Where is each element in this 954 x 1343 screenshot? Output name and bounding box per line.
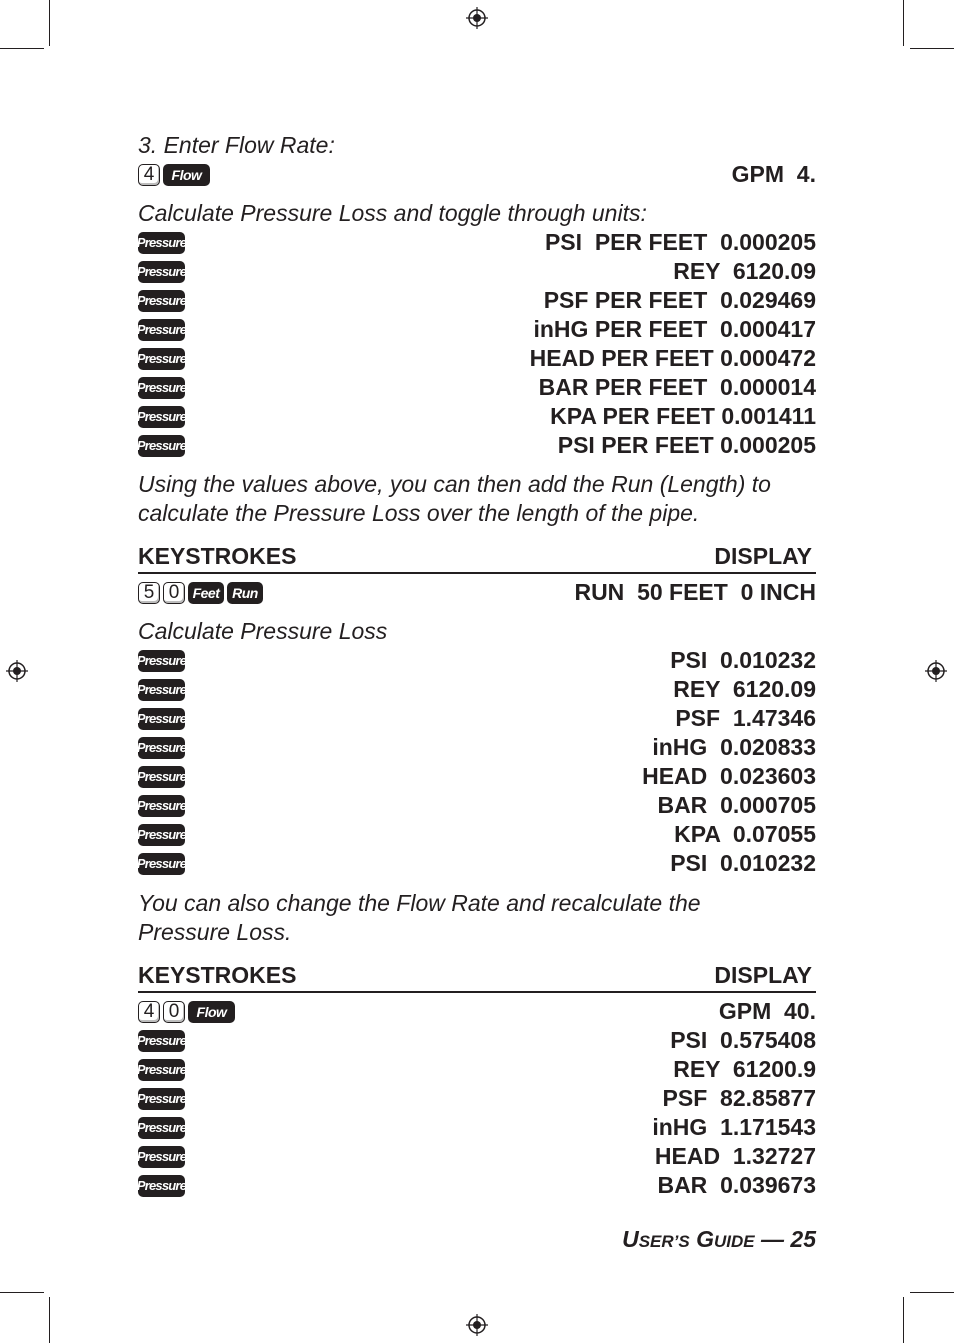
- display-value: PSI 0.575408: [670, 1027, 816, 1053]
- pressure-row: [138, 733, 816, 762]
- pressure-key[interactable]: Pressure: [138, 737, 185, 759]
- calc3-rows: [138, 1026, 816, 1200]
- crop-mark: [49, 1297, 50, 1343]
- pressure-row: [138, 1084, 816, 1113]
- display-value: BAR PER FEET 0.000014: [538, 374, 816, 400]
- pressure-row: [138, 373, 816, 402]
- display-value: GPM 4.: [731, 161, 816, 187]
- display-value: HEAD 1.32727: [654, 1143, 816, 1169]
- display-value: PSI 0.010232: [670, 647, 816, 673]
- registration-mark-icon: [466, 7, 488, 29]
- pressure-key[interactable]: Pressure: [138, 1059, 185, 1081]
- key-0[interactable]: 0: [163, 582, 185, 604]
- key-4[interactable]: 4: [138, 164, 160, 186]
- display-value: KPA PER FEET 0.001411: [550, 403, 816, 429]
- footer-page: — 25: [754, 1226, 816, 1252]
- display-value: GPM 40.: [718, 998, 816, 1024]
- display-value: inHG 0.020833: [652, 734, 816, 760]
- footer-ser: SER’S: [638, 1232, 690, 1251]
- pressure-key[interactable]: Pressure: [138, 1088, 185, 1110]
- flow-note: [138, 889, 816, 947]
- run-note-line: Using the values above, you can then add the Run (Length) to: [138, 471, 771, 497]
- display-value: PSI 0.010232: [670, 850, 816, 876]
- pressure-key[interactable]: Pressure: [138, 824, 185, 846]
- pressure-key[interactable]: Pressure: [138, 1030, 185, 1052]
- run-entry-row: [138, 578, 816, 607]
- pressure-key[interactable]: Pressure: [138, 1175, 185, 1197]
- header-display: DISPLAY: [714, 543, 812, 569]
- table-header: [138, 541, 816, 574]
- display-value: inHG PER FEET 0.000417: [533, 316, 816, 342]
- pressure-key[interactable]: Pressure: [138, 853, 185, 875]
- registration-mark-icon: [466, 1314, 488, 1336]
- pressure-row: [138, 228, 816, 257]
- crop-mark: [0, 1292, 44, 1293]
- display-value: REY 6120.09: [673, 258, 816, 284]
- display-value: BAR 0.039673: [657, 1172, 816, 1198]
- registration-mark-icon: [925, 660, 947, 682]
- crop-mark: [910, 1292, 954, 1293]
- display-value: PSF 1.47346: [675, 705, 816, 731]
- pressure-key[interactable]: Pressure: [138, 290, 185, 312]
- pressure-key[interactable]: Pressure: [138, 406, 185, 428]
- header-display: DISPLAY: [714, 962, 812, 988]
- page-footer: [622, 1226, 816, 1253]
- calc-rows: [138, 228, 816, 460]
- keystrokes: [138, 582, 263, 604]
- pressure-key[interactable]: Pressure: [138, 348, 185, 370]
- pressure-key[interactable]: Pressure: [138, 261, 185, 283]
- footer-uide: UIDE: [714, 1232, 755, 1251]
- display-value: KPA 0.07055: [674, 821, 816, 847]
- calc-intro: Calculate Pressure Loss and toggle through units:: [138, 200, 647, 226]
- pressure-row: [138, 257, 816, 286]
- display-value: inHG 1.171543: [652, 1114, 816, 1140]
- pressure-key[interactable]: Pressure: [138, 795, 185, 817]
- calc2-intro: Calculate Pressure Loss: [138, 618, 388, 644]
- pressure-key[interactable]: Pressure: [138, 708, 185, 730]
- feet-key[interactable]: Feet: [188, 582, 224, 604]
- pressure-row: [138, 286, 816, 315]
- flow2-entry-row: [138, 997, 816, 1026]
- flow-key[interactable]: Flow: [188, 1001, 235, 1023]
- key-0[interactable]: 0: [163, 1001, 185, 1023]
- run-note-line: calculate the Pressure Loss over the length of the pipe.: [138, 500, 700, 526]
- pressure-key[interactable]: Pressure: [138, 650, 185, 672]
- flow-key[interactable]: Flow: [163, 164, 210, 186]
- table-header: [138, 960, 816, 993]
- header-keystrokes: KEYSTROKES: [138, 543, 297, 569]
- display-value: PSF 82.85877: [662, 1085, 816, 1111]
- crop-mark: [49, 0, 50, 46]
- page-content: [138, 131, 816, 1200]
- registration-mark-icon: [6, 660, 28, 682]
- pressure-key[interactable]: Pressure: [138, 232, 185, 254]
- pressure-row: [138, 849, 816, 878]
- calc2-rows: [138, 646, 816, 878]
- display-value: PSI PER FEET 0.000205: [557, 432, 816, 458]
- flow-note-line: Pressure Loss.: [138, 919, 292, 945]
- crop-mark: [903, 0, 904, 46]
- pressure-row: [138, 646, 816, 675]
- pressure-key[interactable]: Pressure: [138, 377, 185, 399]
- pressure-row: [138, 315, 816, 344]
- pressure-key[interactable]: Pressure: [138, 435, 185, 457]
- crop-mark: [903, 1297, 904, 1343]
- display-value: RUN 50 FEET 0 INCH: [574, 579, 816, 605]
- display-value: BAR 0.000705: [657, 792, 816, 818]
- pressure-row: [138, 762, 816, 791]
- crop-mark: [910, 48, 954, 49]
- display-value: HEAD PER FEET 0.000472: [529, 345, 816, 371]
- crop-mark: [0, 48, 44, 49]
- keystrokes: [138, 1001, 235, 1023]
- pressure-row: [138, 1171, 816, 1200]
- header-keystrokes: KEYSTROKES: [138, 962, 297, 988]
- display-value: REY 6120.09: [673, 676, 816, 702]
- footer-u: U: [622, 1226, 639, 1252]
- pressure-row: [138, 402, 816, 431]
- run-key[interactable]: Run: [227, 582, 263, 604]
- keystrokes: [138, 164, 210, 186]
- display-value: PSI PER FEET 0.000205: [544, 229, 816, 255]
- flow-note-line: You can also change the Flow Rate and recalculate the: [138, 890, 701, 916]
- pressure-key[interactable]: Pressure: [138, 766, 185, 788]
- pressure-row: [138, 1142, 816, 1171]
- pressure-row: [138, 1055, 816, 1084]
- pressure-key[interactable]: Pressure: [138, 1146, 185, 1168]
- pressure-key[interactable]: Pressure: [138, 679, 185, 701]
- footer-g: G: [696, 1226, 714, 1252]
- key-5[interactable]: 5: [138, 582, 160, 604]
- display-value: PSF PER FEET 0.029469: [543, 287, 816, 313]
- pressure-row: [138, 431, 816, 460]
- step-title: 3. Enter Flow Rate:: [138, 132, 335, 158]
- pressure-row: [138, 1026, 816, 1055]
- run-note: [138, 470, 816, 528]
- pressure-row: [138, 704, 816, 733]
- display-value: HEAD 0.023603: [642, 763, 816, 789]
- flow-entry-row: [138, 160, 816, 189]
- pressure-row: [138, 791, 816, 820]
- pressure-row: [138, 1113, 816, 1142]
- pressure-key[interactable]: Pressure: [138, 1117, 185, 1139]
- key-4[interactable]: 4: [138, 1001, 160, 1023]
- pressure-key[interactable]: Pressure: [138, 319, 185, 341]
- pressure-row: [138, 820, 816, 849]
- display-value: REY 61200.9: [673, 1056, 816, 1082]
- pressure-row: [138, 675, 816, 704]
- pressure-row: [138, 344, 816, 373]
